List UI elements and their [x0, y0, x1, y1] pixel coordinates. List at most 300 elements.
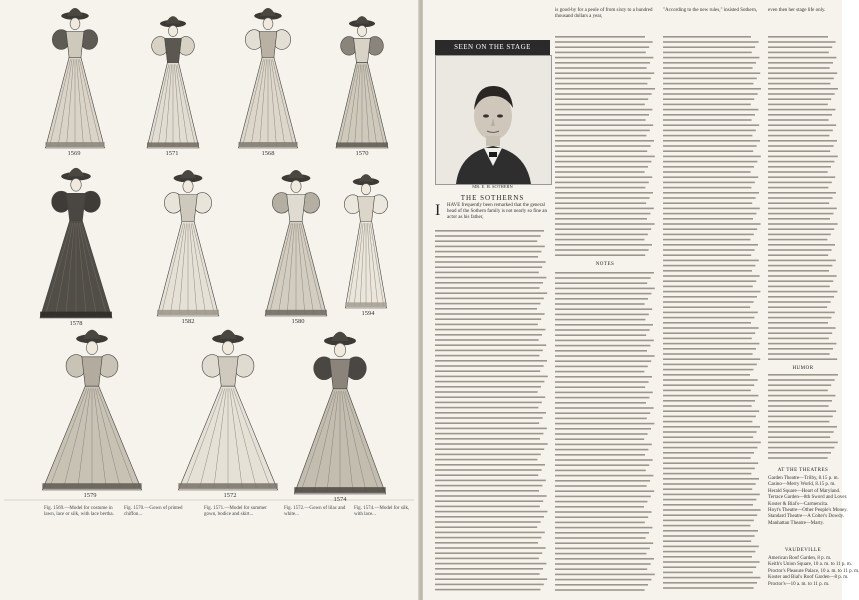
text-line [663, 83, 753, 85]
text-line [663, 78, 757, 80]
text-line [555, 223, 655, 225]
text-line [663, 514, 757, 516]
vaudeville-listing: American Roof Garden, 8 p. m. [768, 556, 832, 561]
fashion-figure [178, 330, 277, 490]
text-line [435, 526, 537, 528]
text-line [435, 459, 537, 461]
text-line [663, 182, 755, 184]
text-line [663, 218, 753, 220]
section-banner [435, 40, 550, 55]
text-line [555, 202, 646, 204]
figure-number: 1572 [223, 492, 237, 499]
text-line [663, 546, 759, 548]
text-line [435, 433, 543, 435]
text-line [435, 474, 538, 476]
text-line [435, 573, 540, 575]
text-line [663, 197, 756, 199]
text-line [555, 548, 650, 550]
text-line [768, 36, 828, 38]
text-line [435, 360, 547, 362]
text-line [435, 485, 542, 487]
text-line [663, 468, 755, 470]
text-line [663, 353, 753, 355]
text-line [555, 366, 648, 368]
text-line [435, 308, 537, 310]
text-line [768, 182, 832, 184]
text-line [555, 397, 649, 399]
text-line [435, 386, 541, 388]
text-line [555, 579, 651, 581]
text-line [435, 422, 539, 424]
text-line [768, 421, 829, 423]
text-line [555, 57, 653, 59]
text-line [555, 130, 650, 132]
text-line [435, 443, 548, 445]
text-line [663, 488, 752, 490]
fashion-figure [336, 16, 388, 148]
text-line [435, 417, 543, 419]
text-line [435, 542, 538, 544]
text-line [768, 306, 827, 308]
text-line [768, 104, 828, 106]
text-line [663, 416, 756, 418]
text-line [768, 88, 838, 90]
text-line [555, 303, 645, 305]
text-line [555, 109, 652, 111]
text-line [768, 67, 830, 69]
text-line [435, 370, 540, 372]
text-line [663, 473, 751, 475]
text-line [768, 218, 830, 220]
text-line [663, 582, 757, 584]
text-line [663, 223, 761, 225]
text-line [555, 423, 654, 425]
text-line [555, 182, 649, 184]
text-line [663, 52, 752, 54]
text-line [768, 156, 838, 158]
column-3-opening: "According to the new rules," insisted Sothern, [663, 8, 758, 13]
text-line [663, 176, 758, 178]
text-line [555, 192, 653, 194]
text-line [663, 46, 755, 48]
text-line [555, 522, 645, 524]
figure-number: 1594 [361, 310, 375, 317]
text-line [435, 578, 547, 580]
text-line [555, 67, 647, 69]
text-line [555, 288, 655, 290]
figure-number: 1569 [67, 150, 81, 157]
text-line [663, 494, 760, 496]
text-line [768, 332, 832, 334]
dropcap: I [435, 202, 441, 219]
theatre-listing: Casino—Merry World, 8.15 p. m. [768, 482, 836, 488]
text-line [435, 381, 544, 383]
text-line [663, 306, 750, 308]
text-line [768, 202, 829, 204]
text-line [555, 228, 651, 230]
text-line [555, 584, 648, 586]
text-line [663, 566, 756, 568]
text-line [435, 344, 546, 346]
text-line [768, 327, 836, 329]
text-line [768, 384, 831, 386]
text-line [555, 444, 652, 446]
text-line [555, 392, 653, 394]
figure-caption: Fig. 1572.—Gown of lilac and white... [284, 506, 346, 517]
figure-number: 1574 [333, 496, 347, 503]
text-line [663, 390, 751, 392]
text-line [768, 150, 830, 152]
text-line [768, 62, 833, 64]
text-line [555, 176, 652, 178]
text-line [663, 140, 760, 142]
text-line [663, 483, 756, 485]
text-line [768, 405, 829, 407]
section-title: SEEN ON THE STAGE [454, 43, 531, 51]
text-line [435, 292, 547, 294]
text-line [555, 314, 649, 316]
text-line [555, 506, 644, 508]
text-line [555, 589, 645, 591]
text-line [663, 577, 760, 579]
lead-paragraph: HAVE frequently been remarked that the general head of the Sothern family is not nearly so fine an actor as his father, [447, 203, 547, 221]
text-line [435, 235, 541, 237]
text-line [663, 228, 757, 230]
text-line [555, 319, 645, 321]
text-line [555, 449, 648, 451]
text-line [663, 395, 758, 397]
text-line [768, 41, 836, 43]
theatre-listing: Standard Theatre—A Colter's Dowdy. [768, 514, 845, 520]
text-line [768, 239, 827, 241]
text-line [555, 249, 649, 251]
theatre-listing: Koster & Bial's—Carmencita. [768, 501, 829, 507]
text-line [435, 547, 546, 549]
text-line [663, 98, 754, 100]
text-line [555, 542, 653, 544]
text-line [435, 313, 545, 315]
text-line [663, 442, 761, 444]
text-line [768, 114, 832, 116]
text-line [555, 475, 653, 477]
text-line [555, 490, 654, 492]
text-line [768, 78, 834, 80]
text-line [663, 348, 756, 350]
text-line [555, 376, 652, 378]
theatres-heading: AT THE THEATRES [777, 468, 829, 473]
text-line [435, 469, 542, 471]
fashion-figure [147, 16, 199, 148]
text-line [435, 339, 539, 341]
text-line [768, 301, 831, 303]
text-line [435, 407, 538, 409]
text-line [435, 412, 546, 414]
vaudeville-listing: Proctor's Pleasure Palace, 10 a. m. to 11 p. m. [768, 568, 859, 574]
text-line [663, 296, 757, 298]
text-line [555, 208, 654, 210]
text-line [768, 197, 833, 199]
text-line [555, 135, 646, 137]
figure-number: 1568 [261, 150, 275, 157]
text-line [663, 130, 756, 132]
text-line [663, 93, 758, 95]
text-line [663, 265, 755, 267]
text-line [768, 98, 831, 100]
figure-number: 1571 [165, 150, 179, 157]
fashion-figure [45, 8, 104, 148]
text-line [555, 480, 650, 482]
text-line [663, 67, 753, 69]
text-line [663, 234, 754, 236]
text-line [435, 448, 544, 450]
fashion-figure [344, 174, 387, 308]
text-line [555, 83, 647, 85]
text-line [768, 140, 837, 142]
text-line [555, 308, 652, 310]
theatre-listing: Terrace Garden—8th Sword and Lover. [768, 495, 848, 501]
text-line [768, 254, 828, 256]
text-line [555, 171, 645, 173]
text-line [663, 312, 758, 314]
text-line [663, 317, 754, 319]
text-line [663, 421, 752, 423]
text-line [768, 213, 833, 215]
text-line [435, 318, 541, 320]
text-line [555, 412, 650, 414]
text-line [555, 574, 655, 576]
figure-caption: Fig. 1571.—Model for summer gown, bodice and skirt... [204, 506, 267, 517]
figure-number: 1582 [181, 318, 195, 325]
text-line [768, 228, 834, 230]
text-line [663, 322, 751, 324]
text-line [663, 72, 760, 74]
text-line [768, 161, 834, 163]
text-line [555, 298, 648, 300]
text-line [555, 459, 653, 461]
text-line [555, 485, 647, 487]
text-line [663, 431, 757, 433]
text-line [555, 386, 645, 388]
text-line [663, 332, 755, 334]
text-line [555, 329, 650, 331]
text-line [663, 504, 753, 506]
text-line [435, 584, 544, 586]
text-line [435, 402, 542, 404]
right-page [423, 0, 859, 600]
text-line [435, 558, 539, 560]
figure-number: 1578 [69, 320, 83, 327]
theatre-listing: Hoyt's Theatre—Other People's Money. [768, 508, 848, 514]
text-line [555, 433, 648, 435]
theatre-listing: Manhattan Theatre—Marty. [768, 520, 824, 526]
text-line [768, 57, 836, 59]
text-line [663, 260, 759, 262]
text-line [435, 365, 544, 367]
text-line [555, 156, 655, 158]
text-line [555, 537, 646, 539]
column-4-opening: even then her stage life only. [768, 8, 826, 13]
text-line [768, 353, 830, 355]
text-line [555, 293, 651, 295]
text-line [555, 470, 646, 472]
text-line [768, 265, 832, 267]
text-line [555, 324, 653, 326]
text-line [435, 464, 545, 466]
text-line [768, 176, 835, 178]
figure-caption: Fig. 1574.—Model for silk, with lace... [354, 506, 410, 517]
text-line [768, 124, 836, 126]
text-line [435, 428, 547, 430]
text-line [435, 511, 547, 513]
text-line [555, 511, 652, 513]
text-line [435, 287, 540, 289]
text-line [768, 93, 835, 95]
text-line [768, 223, 838, 225]
text-line [768, 317, 831, 319]
text-line [555, 187, 645, 189]
text-line [768, 109, 835, 111]
text-line [768, 275, 837, 277]
text-line [663, 369, 753, 371]
text-line [555, 72, 654, 74]
text-line [768, 270, 829, 272]
text-line [768, 192, 836, 194]
figure-caption: Fig. 1570.—Gown of printed chiffon... [124, 506, 183, 517]
portrait-photo [435, 55, 552, 185]
text-line [435, 376, 548, 378]
text-line [555, 464, 649, 466]
text-line [663, 249, 755, 251]
text-line [768, 244, 835, 246]
figure-number: 1570 [355, 150, 369, 157]
text-line [555, 360, 651, 362]
text-line [435, 589, 540, 591]
text-line [663, 343, 759, 345]
text-line [663, 62, 756, 64]
text-line [663, 135, 752, 137]
text-line [663, 88, 761, 90]
text-line [768, 130, 833, 132]
text-line [663, 556, 752, 558]
text-line [663, 509, 761, 511]
text-line [663, 239, 750, 241]
text-line [663, 124, 759, 126]
notes-heading: NOTES [595, 262, 615, 267]
text-line [555, 213, 650, 215]
text-line [768, 322, 828, 324]
text-line [555, 166, 648, 168]
text-line [663, 41, 759, 43]
text-line [768, 452, 831, 454]
text-line [435, 251, 541, 253]
text-line [663, 301, 754, 303]
text-line [663, 145, 757, 147]
text-line [663, 150, 753, 152]
text-line [768, 400, 832, 402]
text-line [555, 104, 645, 106]
text-line [663, 171, 751, 173]
text-line [663, 379, 758, 381]
text-line [663, 202, 752, 204]
text-line [555, 98, 648, 100]
text-line [663, 270, 752, 272]
text-line [768, 426, 837, 428]
text-line [768, 145, 834, 147]
text-line [555, 428, 651, 430]
text-line [663, 244, 758, 246]
text-line [435, 261, 546, 263]
text-line [435, 272, 539, 274]
text-line [663, 109, 758, 111]
text-line [555, 407, 654, 409]
text-line [768, 171, 828, 173]
text-line [663, 452, 754, 454]
text-line [663, 572, 753, 574]
text-line [555, 46, 649, 48]
text-line [435, 266, 542, 268]
text-line [555, 124, 653, 126]
fashion-figure [157, 170, 219, 316]
text-line [768, 72, 837, 74]
text-line [435, 500, 543, 502]
text-line [663, 36, 751, 38]
text-line [663, 275, 760, 277]
text-line [555, 234, 648, 236]
text-line [663, 114, 755, 116]
text-line [768, 187, 828, 189]
text-line [435, 256, 538, 258]
text-line [663, 192, 759, 194]
text-line [435, 246, 545, 248]
text-line [555, 563, 651, 565]
text-line [435, 350, 543, 352]
theatre-listing: Herald Square—Heart of Maryland. [768, 488, 841, 494]
text-line [768, 286, 830, 288]
vaudeville-listing: Proctor's—10 a. m. to 11 p. m. [768, 581, 830, 587]
fashion-figure [294, 332, 385, 494]
vaudeville-listing: Koster and Bial's Roof Garden—8 p. m. [768, 575, 849, 581]
text-line [663, 540, 751, 542]
figure-number: 1580 [291, 318, 305, 325]
text-line [663, 104, 751, 106]
text-line [663, 530, 758, 532]
text-line [555, 93, 652, 95]
text-line [435, 438, 540, 440]
text-line [663, 410, 759, 412]
text-line [663, 457, 751, 459]
text-line [435, 516, 544, 518]
text-line [555, 558, 654, 560]
fashion-figure [265, 170, 327, 316]
text-line [768, 390, 828, 392]
text-line [768, 395, 835, 397]
text-line [768, 343, 836, 345]
text-line [435, 552, 542, 554]
vaudeville-list [768, 556, 859, 588]
text-line [663, 213, 756, 215]
text-line [555, 568, 647, 570]
text-line [663, 187, 751, 189]
text-line [555, 402, 646, 404]
text-line [555, 119, 646, 121]
text-line [663, 447, 757, 449]
text-line [768, 436, 830, 438]
text-line [555, 62, 650, 64]
text-line [663, 462, 758, 464]
text-line [663, 161, 757, 163]
text-line [663, 338, 752, 340]
text-line [768, 291, 837, 293]
